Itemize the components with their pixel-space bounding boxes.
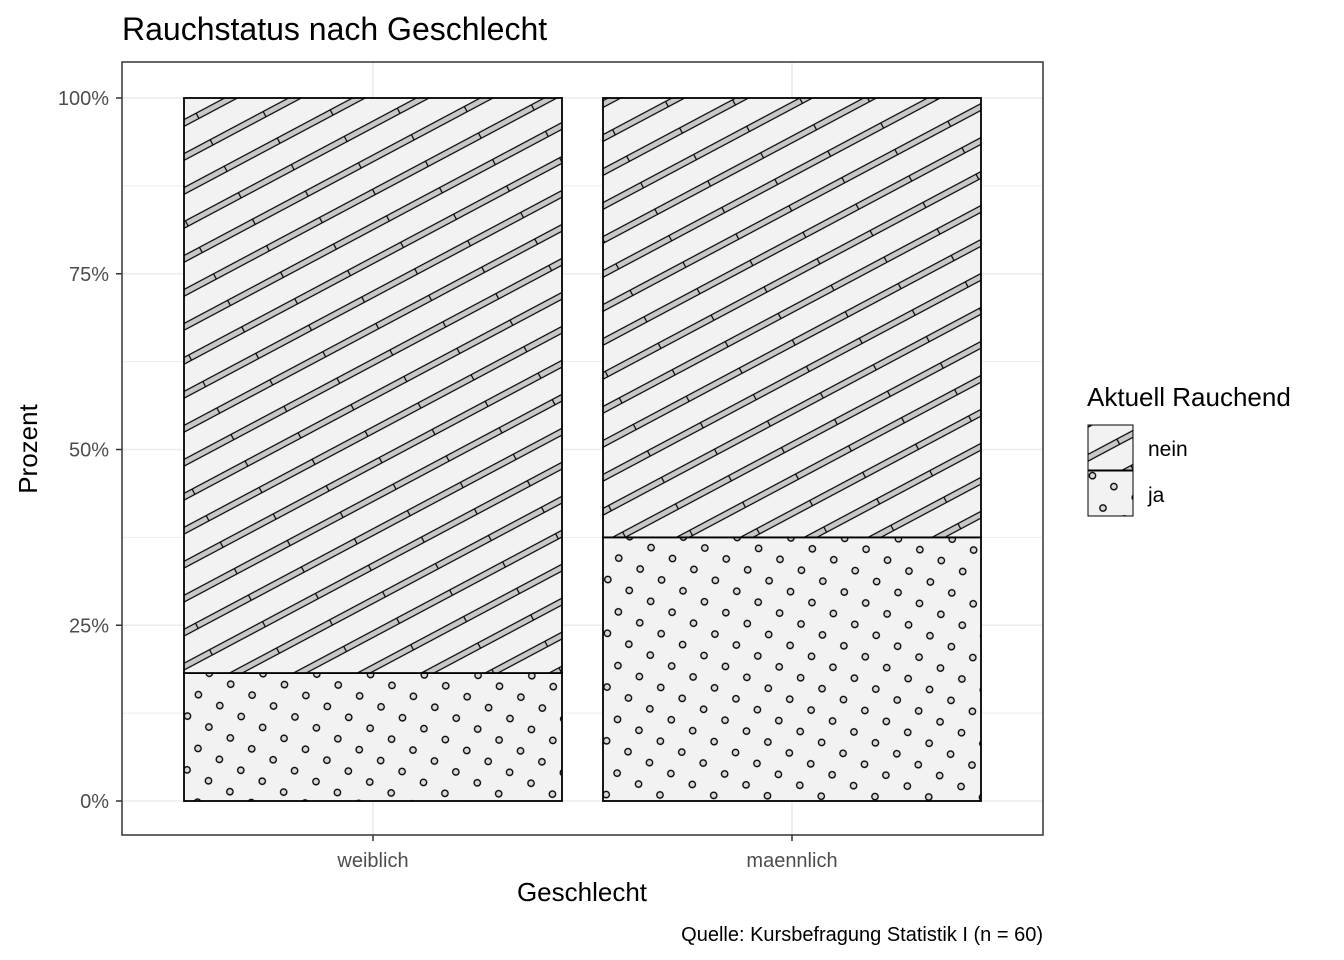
y-tick-label: 75% [68, 263, 109, 286]
y-axis [58, 88, 122, 813]
bar-weiblich-nein [184, 98, 562, 673]
legend-label-nein: nein [1148, 438, 1188, 461]
legend-title: Aktuell Rauchend [1087, 382, 1291, 412]
bar-maennlich-nein [603, 98, 981, 537]
legend-key-nein [1088, 425, 1133, 470]
x-axis-title: Geschlecht [516, 877, 648, 907]
legend [1087, 382, 1291, 516]
y-tick-label: 50% [68, 439, 109, 462]
bar-maennlich-ja [603, 537, 981, 801]
y-tick-label: 25% [68, 615, 109, 638]
y-tick-label: 100% [57, 88, 109, 110]
y-tick-label: 0% [80, 791, 109, 813]
bar-weiblich-ja [184, 673, 562, 801]
caption: Quelle: Kursbefragung Statistik I (n = 60) [681, 924, 1043, 946]
x-tick-label: maennlich [746, 850, 838, 872]
y-axis-title: Prozent [13, 404, 43, 494]
x-axis [336, 835, 837, 872]
chart-title: Rauchstatus nach Geschlecht [122, 11, 548, 47]
legend-label-ja: ja [1148, 484, 1165, 507]
x-tick-label: weiblich [337, 850, 409, 872]
legend-key-ja [1088, 471, 1133, 516]
